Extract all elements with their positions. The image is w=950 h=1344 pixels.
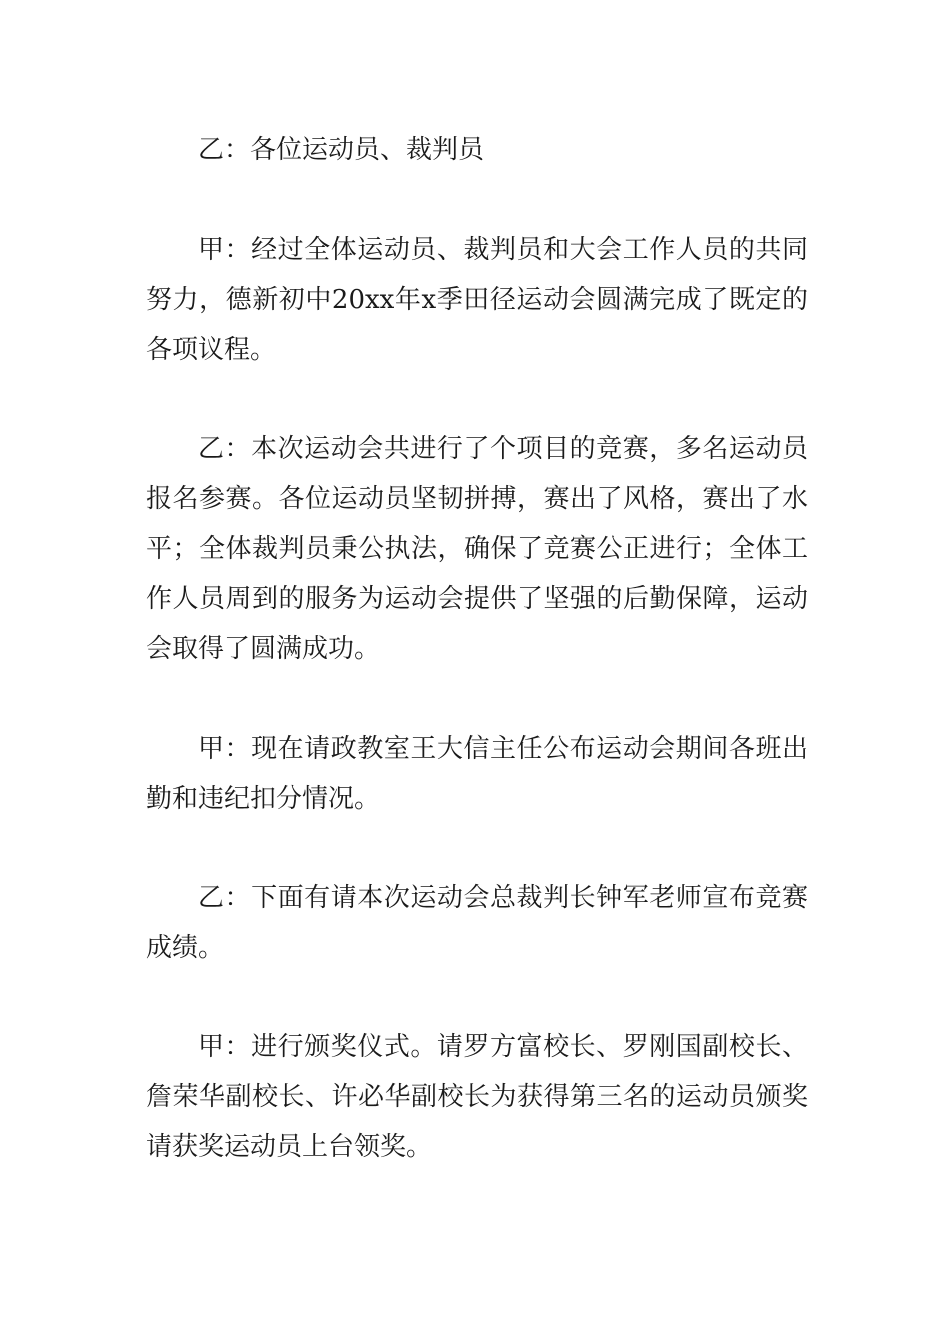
paragraph-4: 甲：现在请政教室王大信主任公布运动会期间各班出勤和违纪扣分情况。 (146, 734, 808, 814)
paragraph-5: 乙：下面有请本次运动会总裁判长钟军老师宣布竞赛成绩。 (146, 883, 808, 963)
paragraph-6: 甲：进行颁奖仪式。请罗方富校长、罗刚国副校长、詹荣华副校长、许必华副校长为获得第三名的运动员颁奖请获奖运动员上台领奖。 (146, 1032, 808, 1162)
paragraph-1: 乙：各位运动员、裁判员 (198, 135, 485, 165)
paragraph-3: 乙：本次运动会共进行了个项目的竞赛，多名运动员报名参赛。各位运动员坚韧拼搏，赛出了风格，赛出了水平；全体裁判员秉公执法，确保了竞赛公正进行；全体工作人员周到的服务为运动会提供了坚强的后勤保障，运动会取得了圆满成功。 (146, 434, 808, 664)
paragraph-2: 甲：经过全体运动员、裁判员和大会工作人员的共同努力，德新初中20xx年x季田径运动会圆满完成了既定的各项议程。 (146, 235, 808, 365)
